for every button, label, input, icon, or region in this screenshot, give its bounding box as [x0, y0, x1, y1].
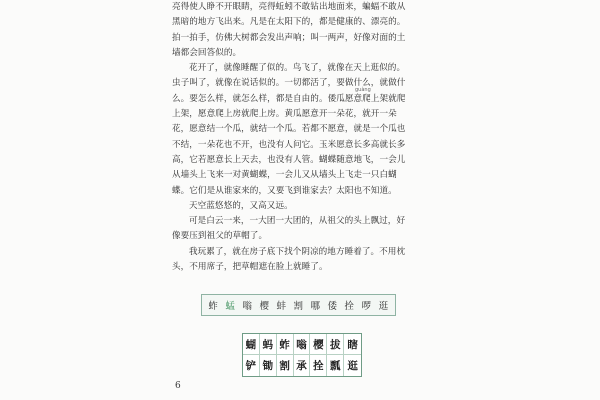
paragraph-1: 亮得使人睁不开眼睛，亮得蚯蚓不敢钻出地面来，蝙蝠不敢从黑暗的地方飞出来。凡是在太阳下的，都是健康的、漂亮的。拍一拍手，仿佛大树都会发出声响；叫一两声，好像对面的土墙都会回答似的。 [172, 2, 406, 58]
grid-cell: 嗡 [294, 334, 311, 355]
word: 哪 [310, 301, 321, 312]
grid-cell: 承 [294, 355, 311, 376]
grid-cell: 瞎 [344, 334, 361, 355]
pinyin-annotation: guàng [355, 87, 371, 93]
grid-cell: 樱 [310, 334, 327, 355]
word: 拴 [344, 301, 355, 312]
grid-cell: 铲 [243, 355, 260, 376]
grid-cell: 拔 [327, 334, 344, 355]
word: 樱 [259, 301, 270, 312]
grid-cell: 割 [277, 355, 294, 376]
word: 啰 [361, 301, 372, 312]
word: 逛 [378, 301, 389, 312]
word: 蚌 [276, 301, 287, 312]
grid-cell: 蚂 [260, 334, 277, 355]
paragraph-2: 花开了，就像睡醒了似的。鸟飞了，就像在天上逛似的。虫子叫了，就像在说话似的。一切都活了，要做什么，就做什么。要怎么样，就怎么样，都是自由的。倭瓜愿意爬上架就爬上架，愿意爬上房就爬上房。黄瓜愿意开一朵花，就开一朵花，愿意结一个瓜，就结一个瓜。若都不愿意，就是一个瓜也不结，一朵花也不开，也没有人问它。玉米愿意长多高就长多高，它若愿意长上天去，也没有人管。蝴蝶随意地飞，一会儿从墙头上飞来一对黄蝴蝶，一会儿又从墙头上飞走一只白蝴蝶。它们是从谁家来的，又要飞到谁家去？太阳也不知道。 [172, 63, 406, 196]
word: 蜢 [225, 301, 236, 312]
grid-cell: 蚱 [277, 334, 294, 355]
word: 蚱 [208, 301, 219, 312]
paragraph-5: 我玩累了，就在房子底下找个阴凉的地方睡着了。不用枕头，不用席子，把草帽遮在脸上就睡了。 [172, 246, 406, 273]
new-words-bar [201, 294, 396, 316]
paragraph-4: 可是白云一来，一大团一大团的，从祖父的头上飘过，好像要压到祖父的草帽了。 [172, 216, 406, 242]
grid-cell: 逛 [347, 360, 358, 372]
grid-cell: 瓢 [327, 355, 344, 376]
paragraph-3: 天空蓝悠悠的，又高又远。 [189, 200, 293, 211]
character-grid [242, 333, 362, 377]
word: 倭 [327, 301, 338, 312]
body-text [172, 0, 412, 275]
grid-cell: 拴 [310, 355, 327, 376]
grid-cell: 蝴 [243, 334, 260, 355]
word: 嗡 [242, 301, 253, 312]
word: 割 [293, 301, 304, 312]
grid-cell: 锄 [260, 355, 277, 376]
page-number: 6 [175, 381, 181, 391]
